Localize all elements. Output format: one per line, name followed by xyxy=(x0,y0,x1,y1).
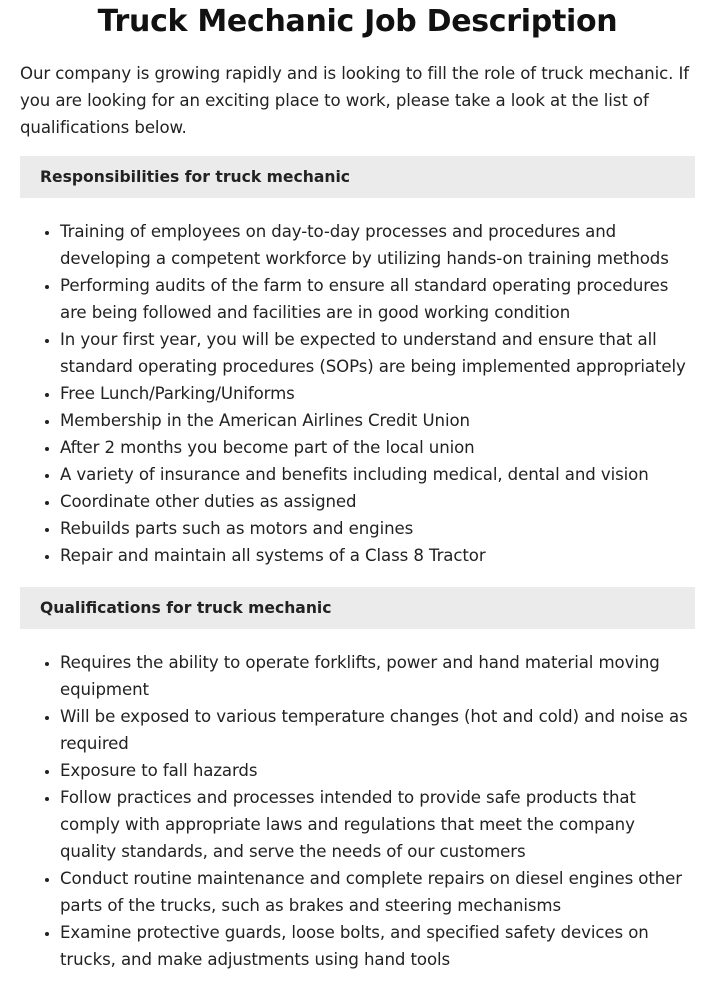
list-item: • Exposure to fall hazards xyxy=(60,757,692,784)
list-item: • Performing audits of the farm to ensure all standard operating procedures are being followed and facilities are in good working condition xyxy=(60,272,692,326)
list-item: • Follow practices and processes intended to provide safe products that comply with appropriate laws and regulations that meet the company quality standards, and serve the needs of our customers xyxy=(60,784,692,865)
list-item: • In your first year, you will be expected to understand and ensure that all standard operating procedures (SOPs) are being implemented appropriately xyxy=(60,326,692,380)
responsibilities-heading: Responsibilities for truck mechanic xyxy=(20,156,695,198)
responsibilities-list xyxy=(20,218,692,569)
list-item: • A variety of insurance and benefits including medical, dental and vision xyxy=(60,461,692,488)
qualifications-heading: Qualifications for truck mechanic xyxy=(20,587,695,629)
list-item: • Training of employees on day-to-day processes and procedures and developing a competent workforce by utilizing hands-on training methods xyxy=(60,218,692,272)
intro-paragraph: Our company is growing rapidly and is looking to fill the role of truck mechanic. If you are looking for an exciting place to work, please take a look at the list of qualifications below. xyxy=(20,64,689,137)
list-item: • Examine protective guards, loose bolts, and specified safety devices on trucks, and make adjustments using hand tools xyxy=(60,919,692,973)
list-item: • Membership in the American Airlines Credit Union xyxy=(60,407,692,434)
list-item: • Conduct routine maintenance and complete repairs on diesel engines other parts of the trucks, such as brakes and steering mechanisms xyxy=(60,865,692,919)
list-item: • Repair and maintain all systems of a Class 8 Tractor xyxy=(60,542,692,569)
page-title: Truck Mechanic Job Description xyxy=(97,4,618,39)
list-item: • Requires the ability to operate forklifts, power and hand material moving equipment xyxy=(60,649,692,703)
list-item: • Free Lunch/Parking/Uniforms xyxy=(60,380,692,407)
list-item: • Rebuilds parts such as motors and engines xyxy=(60,515,692,542)
qualifications-list xyxy=(20,649,692,973)
list-item: • Will be exposed to various temperature changes (hot and cold) and noise as required xyxy=(60,703,692,757)
list-item: • After 2 months you become part of the local union xyxy=(60,434,692,461)
list-item: • Coordinate other duties as assigned xyxy=(60,488,692,515)
